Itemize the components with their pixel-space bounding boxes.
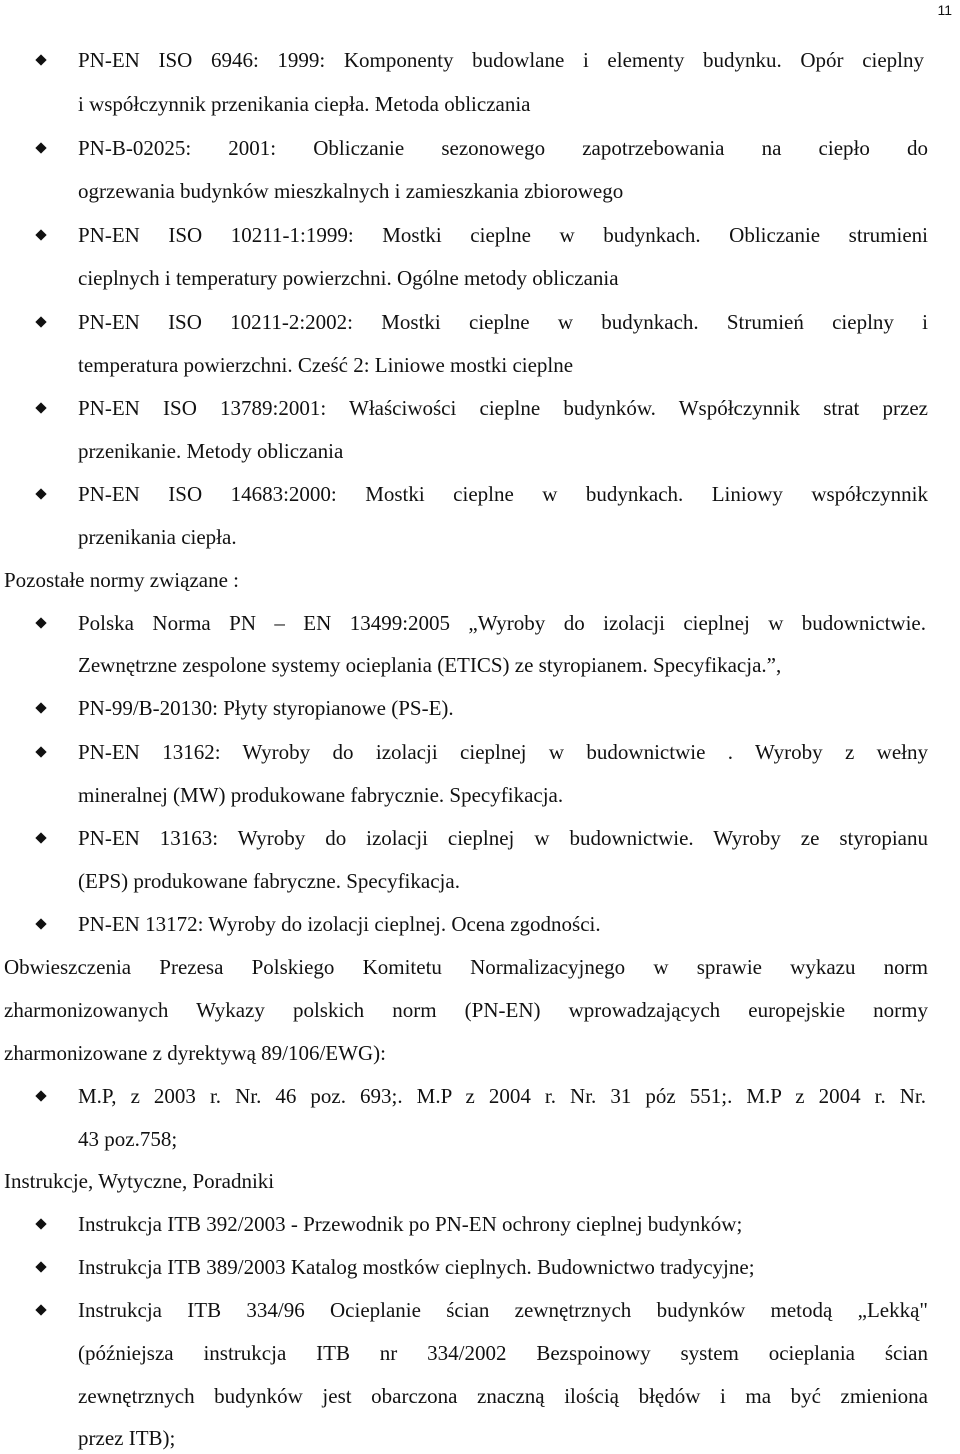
list-item-line: ogrzewania budynków mieszkalnych i zamieszkania zbiorowego — [78, 179, 624, 203]
section-heading-related: Pozostałe normy związane : — [4, 568, 239, 592]
bullet-icon — [0, 826, 60, 850]
bullet-icon — [0, 1212, 60, 1236]
bullet-icon — [0, 223, 60, 247]
list-item-line: przenikanie. Metody obliczania — [78, 439, 344, 463]
list-item-line: PN-EN ISO 14683:2000: Mostki cieplne w budynkach. Liniowy współczynnik — [78, 482, 928, 506]
list-item-line: (EPS) produkowane fabryczne. Specyfikacja. — [78, 869, 460, 893]
list-item-line: PN-B-02025: 2001: Obliczanie sezonowego zapotrzebowania na ciepło do — [78, 136, 928, 160]
bullet-icon — [0, 482, 60, 506]
page-number: 11 — [937, 2, 952, 18]
bullet-icon — [0, 611, 60, 635]
paragraph-line: zharmonizowanych Wykazy polskich norm (PN-EN) wprowadzających europejskie normy — [4, 998, 928, 1022]
list-item-line: PN-EN ISO 13789:2001: Właściwości cieplne budynków. Współczynnik strat przez — [78, 396, 928, 420]
list-item-line: (późniejsza instrukcja ITB nr 334/2002 Bezspoinowy system ocieplania ścian — [78, 1341, 928, 1365]
list-item-line: przez ITB); — [78, 1426, 176, 1450]
list-item-line: zewnętrznych budynków jest obarczona znaczną ilością błędów i ma być zmieniona — [78, 1384, 928, 1408]
list-item-line: cieplnych i temperatury powierzchni. Ogólne metody obliczania — [78, 266, 619, 290]
bullet-icon — [0, 310, 60, 334]
bullet-icon — [0, 740, 60, 764]
list-item-line: i współczynnik przenikania ciepła. Metoda obliczania — [78, 92, 531, 116]
list-item-line: PN-EN ISO 10211-1:1999: Mostki cieplne w budynkach. Obliczanie strumieni — [78, 223, 928, 247]
paragraph-line: zharmonizowane z dyrektywą 89/106/EWG): — [4, 1041, 386, 1065]
list-item-line: PN-99/B-20130: Płyty styropianowe (PS-E). — [78, 696, 454, 720]
bullet-icon — [0, 136, 60, 160]
bullet-icon — [0, 696, 60, 720]
list-item-line: Polska Norma PN – EN 13499:2005 „Wyroby do izolacji cieplnej w budownictwie. — [78, 611, 926, 635]
list-item-line: PN-EN ISO 6946: 1999: Komponenty budowlane i elementy budynku. Opór cieplny — [78, 48, 924, 72]
list-item-line: 43 poz.758; — [78, 1127, 178, 1151]
list-item-line: Instrukcja ITB 389/2003 Katalog mostków cieplnych. Budownictwo tradycyjne; — [78, 1255, 755, 1279]
list-item-line: Zewnętrzne zespolone systemy ocieplania (ETICS) ze styropianem. Specyfikacja.”, — [78, 653, 782, 677]
list-item-line: temperatura powierzchni. Cześć 2: Liniowe mostki cieplne — [78, 353, 574, 377]
bullet-icon — [0, 1255, 60, 1279]
bullet-icon — [0, 1084, 60, 1108]
list-item-line: PN-EN 13163: Wyroby do izolacji cieplnej w budownictwie. Wyroby ze styropianu — [78, 826, 928, 850]
list-item-line: PN-EN 13172: Wyroby do izolacji cieplnej. Ocena zgodności. — [78, 912, 601, 936]
bullet-icon — [0, 396, 60, 420]
list-item-line: M.P, z 2003 r. Nr. 46 poz. 693;. M.P z 2004 r. Nr. 31 póz 551;. M.P z 2004 r. Nr. — [78, 1084, 926, 1108]
list-item-line: PN-EN ISO 10211-2:2002: Mostki cieplne w budynkach. Strumień cieplny i — [78, 310, 928, 334]
bullet-icon — [0, 912, 60, 936]
bullet-icon — [0, 1298, 60, 1322]
paragraph-line: Obwieszczenia Prezesa Polskiego Komitetu Normalizacyjnego w sprawie wykazu norm — [4, 955, 928, 979]
list-item-line: Instrukcja ITB 392/2003 - Przewodnik po PN-EN ochrony cieplnej budynków; — [78, 1212, 743, 1236]
section-heading-instructions: Instrukcje, Wytyczne, Poradniki — [4, 1169, 275, 1193]
list-item-line: PN-EN 13162: Wyroby do izolacji cieplnej w budownictwie . Wyroby z wełny — [78, 740, 928, 764]
list-item-line: Instrukcja ITB 334/96 Ocieplanie ścian zewnętrznych budynków metodą „Lekką" — [78, 1298, 928, 1322]
list-item-line: przenikania ciepła. — [78, 525, 237, 549]
list-item-line: mineralnej (MW) produkowane fabrycznie. Specyfikacja. — [78, 783, 564, 807]
bullet-icon — [0, 48, 60, 72]
